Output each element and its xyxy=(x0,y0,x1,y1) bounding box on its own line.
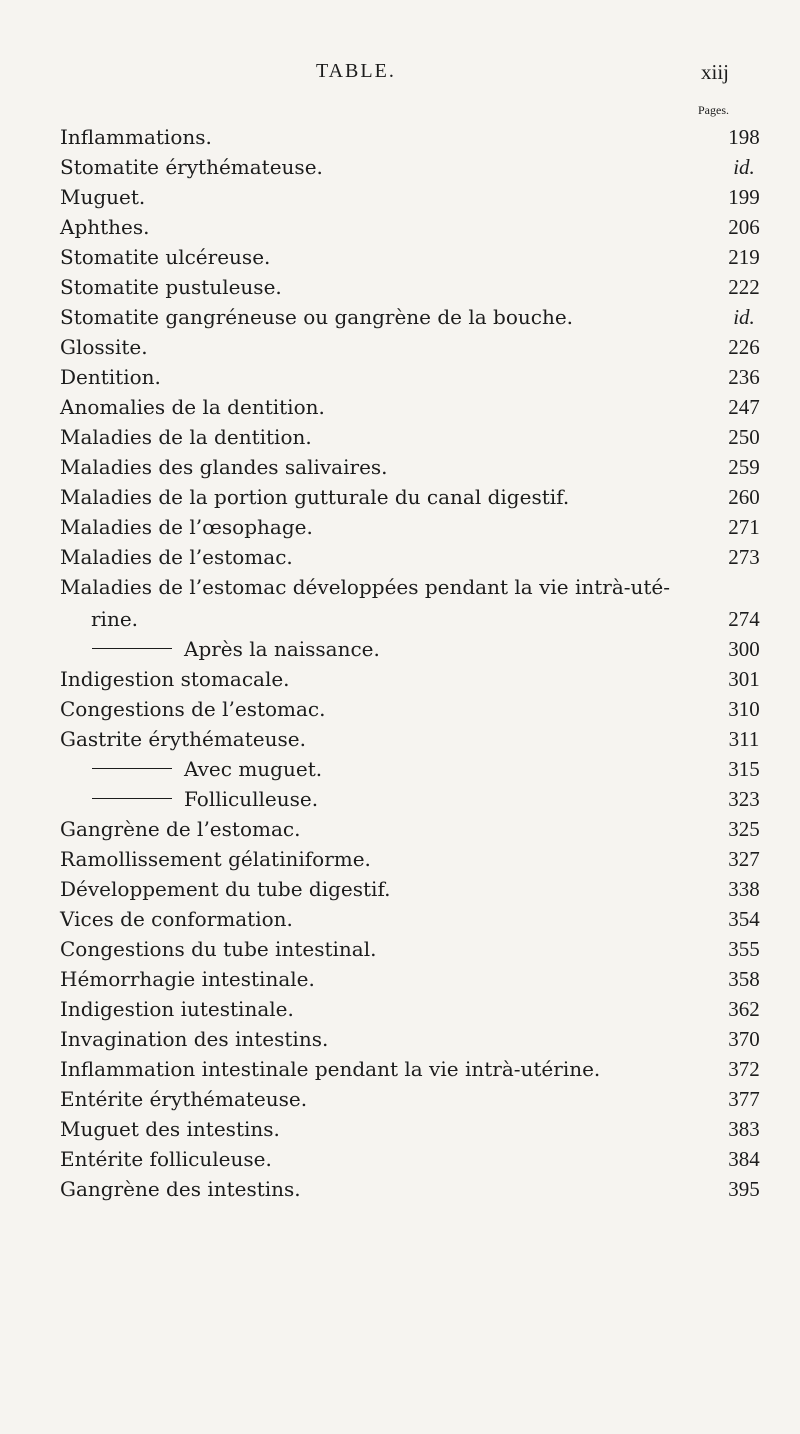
toc-entry-page: 325 xyxy=(728,817,760,841)
toc-entry xyxy=(0,964,800,994)
toc-entry-page: 327 xyxy=(728,847,760,871)
toc-entry xyxy=(0,694,800,724)
toc-entry-title: Anomalies de la dentition. xyxy=(60,395,325,419)
toc-entry xyxy=(0,874,800,904)
toc-entry-title: Muguet. xyxy=(60,185,146,209)
toc-entry xyxy=(0,302,800,332)
toc-entry-title: Maladies de l’estomac développées pendant la vie intrà-uté- xyxy=(60,575,671,599)
toc-entry-page: 219 xyxy=(728,245,760,269)
toc-entry-page: 370 xyxy=(728,1027,760,1051)
toc-entry-page: 338 xyxy=(728,877,760,901)
toc-entry-title: Invagination des intestins. xyxy=(60,1027,329,1051)
toc-entry-title: Maladies de la portion gutturale du canal digestif. xyxy=(60,485,570,509)
toc-entry-page: 226 xyxy=(728,335,760,359)
toc-entry xyxy=(0,814,800,844)
toc-entry xyxy=(0,542,800,572)
toc-entry-page: 271 xyxy=(728,515,760,539)
toc-entry-page: 323 xyxy=(728,787,760,811)
toc-entry-title: Stomatite érythémateuse. xyxy=(60,155,323,179)
toc-entry xyxy=(0,332,800,362)
toc-entry xyxy=(0,724,800,754)
toc-entry-page: 236 xyxy=(728,365,760,389)
running-title: TABLE. xyxy=(316,60,396,82)
toc-entry-page: id. xyxy=(733,155,755,179)
toc-entry-title: Maladies de l’œsophage. xyxy=(60,515,313,539)
toc-entry-page: 354 xyxy=(728,907,760,931)
toc-entry xyxy=(0,754,800,784)
ditto-dash xyxy=(92,798,172,800)
toc-entry xyxy=(0,212,800,242)
toc-entry xyxy=(0,784,800,814)
toc-entry-page: 199 xyxy=(728,185,760,209)
toc-entry-title: Stomatite gangréneuse ou gangrène de la bouche. xyxy=(60,305,574,329)
toc-entry xyxy=(0,934,800,964)
toc-entry-title: Aphthes. xyxy=(60,215,150,239)
toc-entry-page: 198 xyxy=(728,125,760,149)
toc-entry-page: 372 xyxy=(728,1057,760,1081)
toc-entry-title: Inflammation intestinale pendant la vie intrà-utérine. xyxy=(60,1057,601,1081)
toc-entry xyxy=(0,362,800,392)
toc-entry-title: Hémorrhagie intestinale. xyxy=(60,967,315,991)
toc-entry-title xyxy=(92,784,318,814)
toc-entry-title-text: Après la naissance. xyxy=(184,637,380,661)
running-header xyxy=(0,60,800,90)
pages-column-label: Pages. xyxy=(698,103,729,117)
toc-entry xyxy=(0,1114,800,1144)
toc-entry xyxy=(0,452,800,482)
toc-entry-page: id. xyxy=(733,305,755,329)
toc-entry-title: Ramollissement gélatiniforme. xyxy=(60,847,371,871)
ditto-dash xyxy=(92,768,172,770)
toc-entry-page: 395 xyxy=(728,1177,760,1201)
toc-entry xyxy=(0,422,800,452)
toc-entry-title: Entérite érythémateuse. xyxy=(60,1087,308,1111)
toc-entry-page: 355 xyxy=(728,937,760,961)
toc-entry-title: Développement du tube digestif. xyxy=(60,877,391,901)
toc-entry-page: 384 xyxy=(728,1147,760,1171)
toc-entry xyxy=(0,844,800,874)
toc-entry-page: 300 xyxy=(728,637,760,661)
toc-entry-title: Muguet des intestins. xyxy=(60,1117,280,1141)
toc-entry-page: 310 xyxy=(728,697,760,721)
toc-entry xyxy=(0,242,800,272)
toc-entry-title: Gangrène des intestins. xyxy=(60,1177,301,1201)
toc-entry xyxy=(0,1144,800,1174)
toc-entry-title: Vices de conformation. xyxy=(60,907,293,931)
toc-entry-page: 260 xyxy=(728,485,760,509)
toc-entry-page: 206 xyxy=(728,215,760,239)
toc-entry-page: 358 xyxy=(728,967,760,991)
toc-entry-title: Maladies de l’estomac. xyxy=(60,545,293,569)
toc-entry-page: 362 xyxy=(728,997,760,1021)
toc-entry-title-text: Folliculleuse. xyxy=(184,787,319,811)
folio-number: xiij xyxy=(701,60,730,84)
toc-entry-page: 377 xyxy=(728,1087,760,1111)
toc-entry-title: Gastrite érythémateuse. xyxy=(60,727,306,751)
toc-entry xyxy=(0,904,800,934)
toc-entry xyxy=(0,392,800,422)
toc-entry-title: Glossite. xyxy=(60,335,148,359)
toc-entry-title: Congestions du tube intestinal. xyxy=(60,937,377,961)
toc-entry xyxy=(0,604,800,634)
toc-entry xyxy=(0,152,800,182)
toc-entry xyxy=(0,994,800,1024)
toc-entry-page: 301 xyxy=(728,667,760,691)
ditto-dash xyxy=(92,648,172,650)
toc-entry-title: Inflammations. xyxy=(60,125,212,149)
toc-entry-title: rine. xyxy=(91,607,139,631)
toc-entry-page: 383 xyxy=(728,1117,760,1141)
toc-entry-page: 259 xyxy=(728,455,760,479)
toc-entry-title: Gangrène de l’estomac. xyxy=(60,817,301,841)
toc-entry-title: Indigestion stomacale. xyxy=(60,667,290,691)
toc-entry-page: 222 xyxy=(728,275,760,299)
toc-entry-title xyxy=(92,634,380,664)
toc-entry-title: Entérite folliculeuse. xyxy=(60,1147,272,1171)
toc-entry-title: Maladies de la dentition. xyxy=(60,425,312,449)
toc-entry-title: Indigestion iutestinale. xyxy=(60,997,294,1021)
toc-entry xyxy=(0,664,800,694)
toc-entry xyxy=(0,1024,800,1054)
toc-entry-page: 315 xyxy=(728,757,760,781)
toc-entry-page: 274 xyxy=(728,607,760,631)
toc-entry xyxy=(0,634,800,664)
toc-entry-title xyxy=(92,754,322,784)
toc-entry xyxy=(0,572,800,602)
toc-entry xyxy=(0,1084,800,1114)
toc-entry-title: Maladies des glandes salivaires. xyxy=(60,455,388,479)
toc-entry xyxy=(0,482,800,512)
toc-entry xyxy=(0,1054,800,1084)
toc-entry-title: Dentition. xyxy=(60,365,161,389)
toc-entry xyxy=(0,122,800,152)
toc-entry xyxy=(0,182,800,212)
toc-entry xyxy=(0,512,800,542)
toc-entry-page: 247 xyxy=(728,395,760,419)
toc-entry xyxy=(0,272,800,302)
toc-entry-page: 311 xyxy=(728,727,760,751)
toc-entry-title: Congestions de l’estomac. xyxy=(60,697,326,721)
toc-entry-page: 250 xyxy=(728,425,760,449)
toc-entry-page: 273 xyxy=(728,545,760,569)
toc-entry xyxy=(0,1174,800,1204)
toc-entry-title: Stomatite ulcéreuse. xyxy=(60,245,271,269)
toc-entry-title-text: Avec muguet. xyxy=(184,757,323,781)
toc-entry-title: Stomatite pustuleuse. xyxy=(60,275,282,299)
